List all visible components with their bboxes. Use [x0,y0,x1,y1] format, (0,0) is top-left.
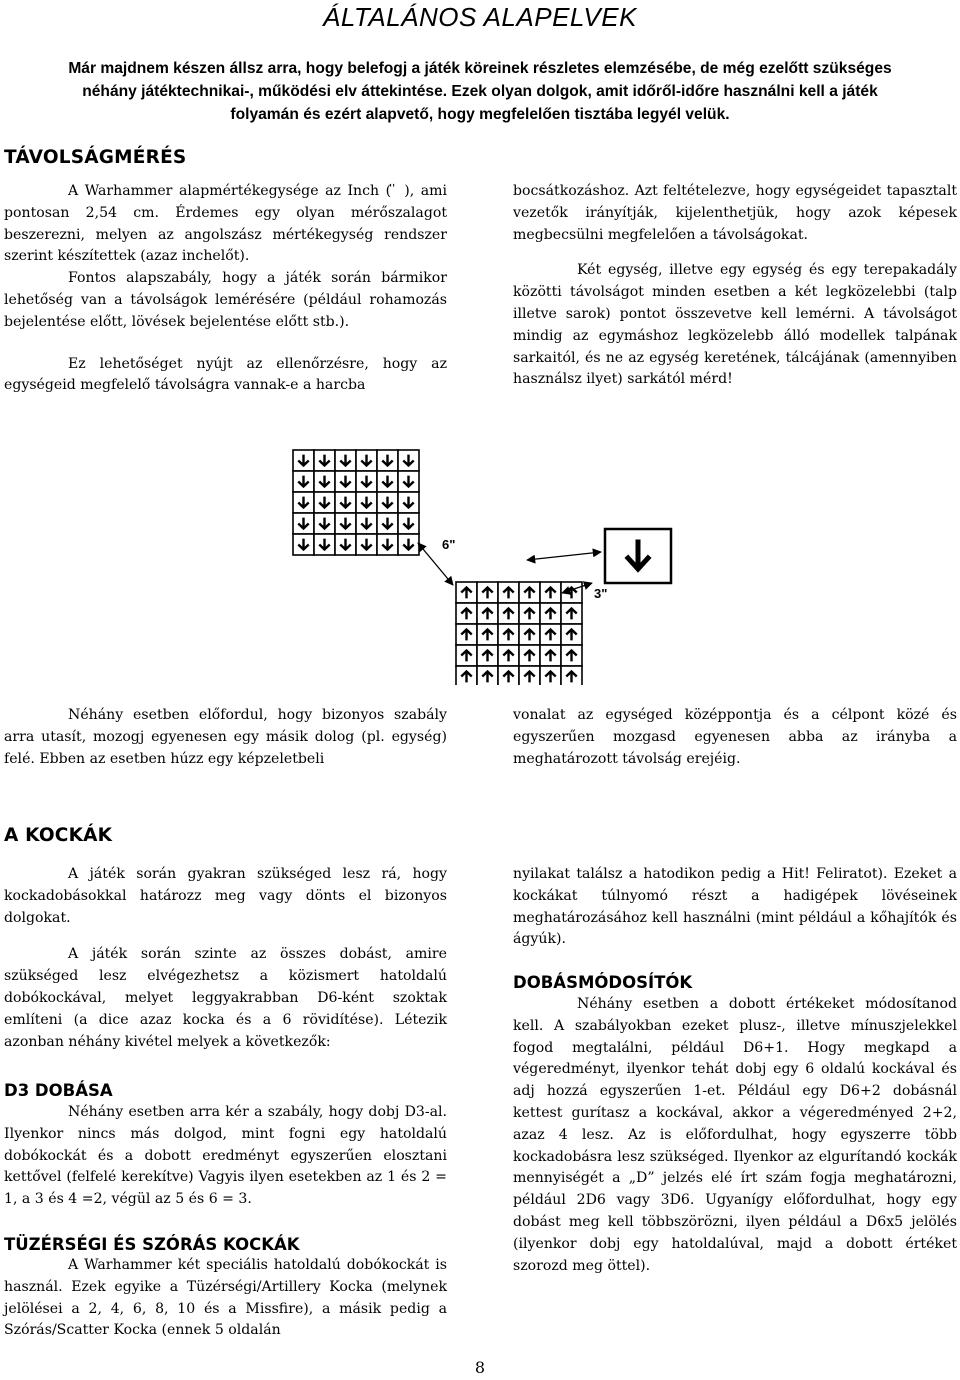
subheading-d3: D3 DOBÁSA [4,1081,113,1100]
intro-paragraph: Már majdnem készen állsz arra, hogy belefogj a játék köreinek részletes elemzésébe, de még ezelőtt szükséges néhány játéktechnikai-, működési elv áttekintése. Ezek olyan dolgok, amit időről-időre használni kell a játék folyamán és ezért alapvető, hogy megfelelően tisztába legyél velük. [68,60,892,123]
paragraph: nyilakat találsz a hatodikon pedig a Hit! Feliratot). Ezeket a kockákat túlnyomó részt a hadigépek lövéseinek meghatározásához kell használni (mint például a kőhajítók és ágyúk). [513,866,957,948]
distance-right-column-2 [513,705,957,770]
dice-left-column [4,864,447,1053]
paragraph: Néhány esetben a dobott értékeket módosítanod kell. A szabályokban ezeket plusz-, illetve mínuszjelekkel fogod megtalálni, például D6+1. Hogy megkapd a végeredményt, ilyenkor tehát dobj egy 6 oldalú kockával és adj hozzá egyszerűen 1-et. Például egy D6+2 dobásnál kettest gurítasz a kockával, akkor a végeredményed 2+2, azaz 4 lesz. Az is előfordulhat, hogy egyszerre több kockadobásra lesz szükséged. Ilyenkor az elgurítandó kockák mennyiségét a „D” jelzés elé írt szám fogja meghatározni, például 2D6 vagy 3D6. Ugyanígy előfordulhat, hogy egy dobást meg kell többszörözni, ilyen például a D6x5 jelölés (ilyenkor dobj egy hatoldalúval, majd a dobott értéket szorozd meg öttel). [513,996,957,1274]
paragraph: A Warhammer alapmértékegysége az Inch ( ̎ ), ami pontosan 2,54 cm. Érdemes egy olyan mérőszalagot beszerezni, melyen az angolszász mértékegység rendszer szerint készítettek (azaz inchelőt). [4,183,447,265]
measure-line-6in-b [527,552,601,560]
distance-diagram [285,445,685,685]
paragraph: Ez lehetőséget nyújt az ellenőrzésre, hogy az egységeid megfelelő távolságra vannak-e a harcba [4,355,447,394]
page-title: ÁLTALÁNOS ALAPELVEK [323,2,637,32]
paragraph: Fontos alapszabály, hogy a játék során bármikor lehetőség van a távolságok lemérésére (például rohamozás bejelentése előtt, lövések bejelentése előtt stb.). [4,270,447,330]
section-heading-distance: TÁVOLSÁGMÉRÉS [4,147,187,168]
paragraph: A Warhammer két speciális hatoldalú dobókockát is használ. Ezek egyike a Tüzérségi/Artillery Kocka (melynek jelölései a 2, 4, 6, 8, 10 és a Missfire), a másik pedig a Szórás/Scatter Kocka (ennek 5 oldalán [4,1257,447,1339]
paragraph: A játék során szinte az összes dobást, amire szükséged lesz elvégezhetsz a közismert hatoldalú dobókockával, melyet leggyakrabban D6-ként szoktak említeni (a dice azaz kocka és a 6 rövidítése). Létezik azonban néhány kivétel melyek a következők: [4,946,447,1050]
single-model [605,529,671,583]
distance-left-column-2 [4,705,447,770]
unit-bottom-grid [456,582,582,685]
paragraph: A játék során gyakran szükséged lesz rá, hogy kockadobásokkal határozz meg vagy dönts el bizonyos dolgokat. [4,866,447,926]
page-number: 8 [474,1358,486,1377]
d3-text [4,1102,447,1211]
section-heading-dice: A KOCKÁK [4,825,113,846]
artillery-text [4,1255,447,1342]
subheading-artillery: TÜZÉRSÉGI ÉS SZÓRÁS KOCKÁK [4,1235,300,1254]
distance-right-column [513,181,957,391]
dice-right-column [513,864,957,951]
paragraph: vonalat az egységed középpontja és a célpont közé és egyszerűen mozgasd egyenesen abba az irányba a meghatározott távolság erejéig. [513,707,957,767]
subheading-modifiers: DOBÁSMÓDOSÍTÓK [513,973,693,992]
modifiers-text [513,994,957,1277]
label-6-inch: 6" [442,537,456,552]
paragraph: Néhány esetben arra kér a szabály, hogy dobj D3-al. Ilyenkor nincs más dolgod, mint fogni egy hatoldalú dobókockát és a dobott eredményt egyszerűen elosztani kettővel (felfelé kerekítve) Vagyis ilyen esetekben az 1 és 2 = 1, a 3 és 4 =2, végül az 5 és 6 = 3. [4,1104,447,1208]
paragraph: Néhány esetben előfordul, hogy bizonyos szabály arra utasít, mozogj egyenesen egy másik dolog (pl. egység) felé. Ebben az esetben húzz egy képzeletbeli [4,707,447,767]
label-3-inch: 3" [594,586,608,601]
paragraph: bocsátkozáshoz. Azt feltételezve, hogy egységeidet tapasztalt vezetők irányítják, kijelenthetjük, hogy azok képesek megbecsülni megfelelően a távolságokat. [513,183,957,243]
paragraph: Két egység, illetve egy egység és egy terepakadály közötti távolságot minden esetben a két legközelebbi (talp illetve sarok) pontot összevetve kell lemérni. A távolságot mindig az egymáshoz legközelebb álló modellek talpának sarkaitól, és ne az egység keretének, tálcájának (amennyiben használsz ilyet) sarkától mérd! [513,262,957,388]
distance-left-column [4,181,447,397]
unit-top-grid [293,450,419,555]
